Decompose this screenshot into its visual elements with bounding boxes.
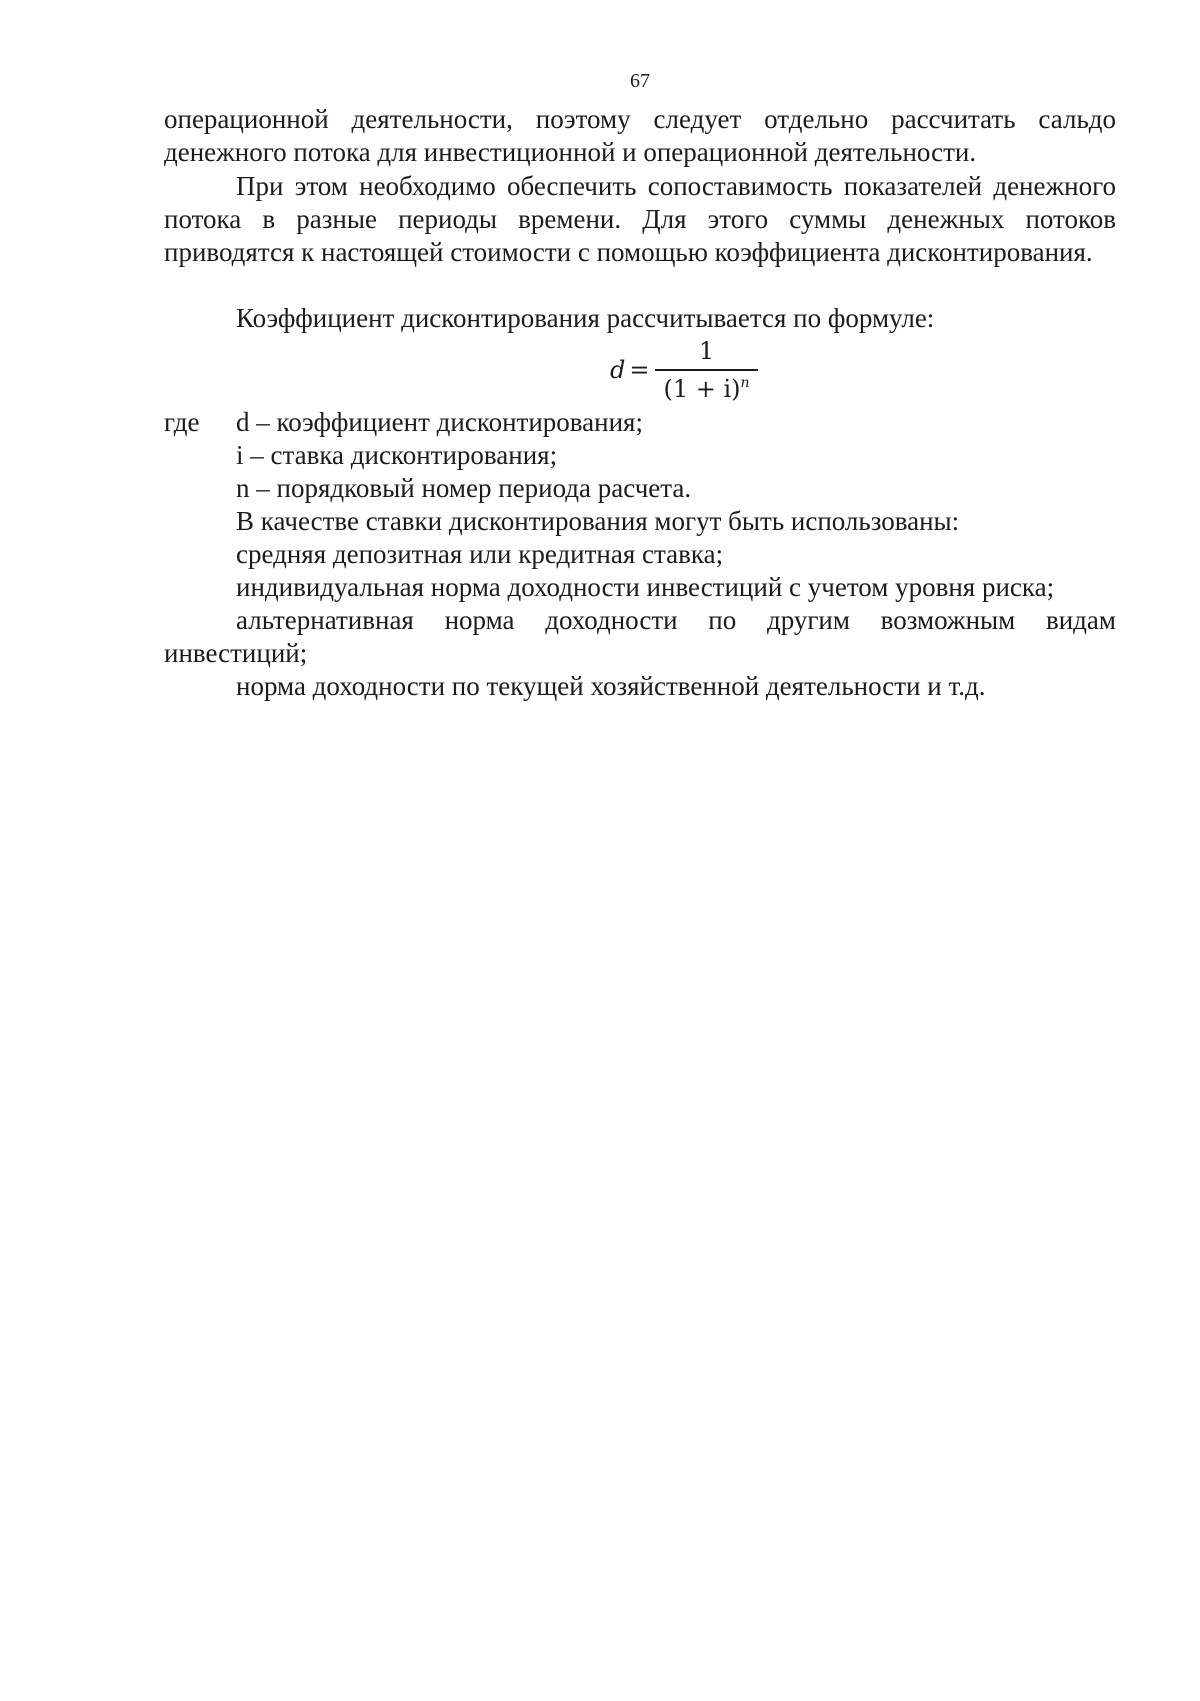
definition-row-d [164, 406, 643, 439]
list-item: индивидуальная норма доходности инвестиций с учетом уровня риска; [236, 572, 1055, 602]
formula-equals: = [629, 356, 650, 384]
formula-lhs: d [610, 356, 626, 384]
list-item: норма доходности по текущей хозяйственной деятельности и т.д. [236, 671, 986, 701]
formula-denominator-base: (1 + i) [663, 375, 741, 403]
definition-i: i – ставка дисконтирования; [236, 440, 558, 470]
paragraph-cash-flow-balance: операционной деятельности, поэтому следует отдельно рассчитать сальдо денежного потока для инвестиционной и операционной деятельности. [164, 104, 1116, 167]
definition-n: n – порядковый номер периода расчета. [236, 473, 692, 503]
page-number: 67 [630, 70, 650, 92]
paragraph-comparability: При этом необходимо обеспечить сопоставимость показателей денежного потока в разные периоды времени. Для этого суммы денежных потоков приводятся к настоящей стоимости с помощью коэффициента дисконтирования. [164, 171, 1116, 267]
list-item: средняя депозитная или кредитная ставка; [236, 539, 724, 569]
discount-rate-intro: В качестве ставки дисконтирования могут быть использованы: [236, 506, 960, 536]
where-label: где [164, 407, 200, 437]
definition-d: d – коэффициент дисконтирования; [236, 407, 643, 437]
list-item: альтернативная норма доходности по другим возможным видам инвестиций; [164, 605, 1116, 668]
discount-rate-options [164, 505, 1116, 703]
discount-factor-formula [610, 338, 758, 402]
formula-numerator: 1 [698, 337, 715, 365]
formula-exponent: n [740, 375, 750, 391]
formula-fraction [655, 337, 757, 403]
formula-denominator [655, 369, 757, 403]
paragraph-formula-intro: Коэффициент дисконтирования рассчитывается по формуле: [236, 303, 935, 333]
